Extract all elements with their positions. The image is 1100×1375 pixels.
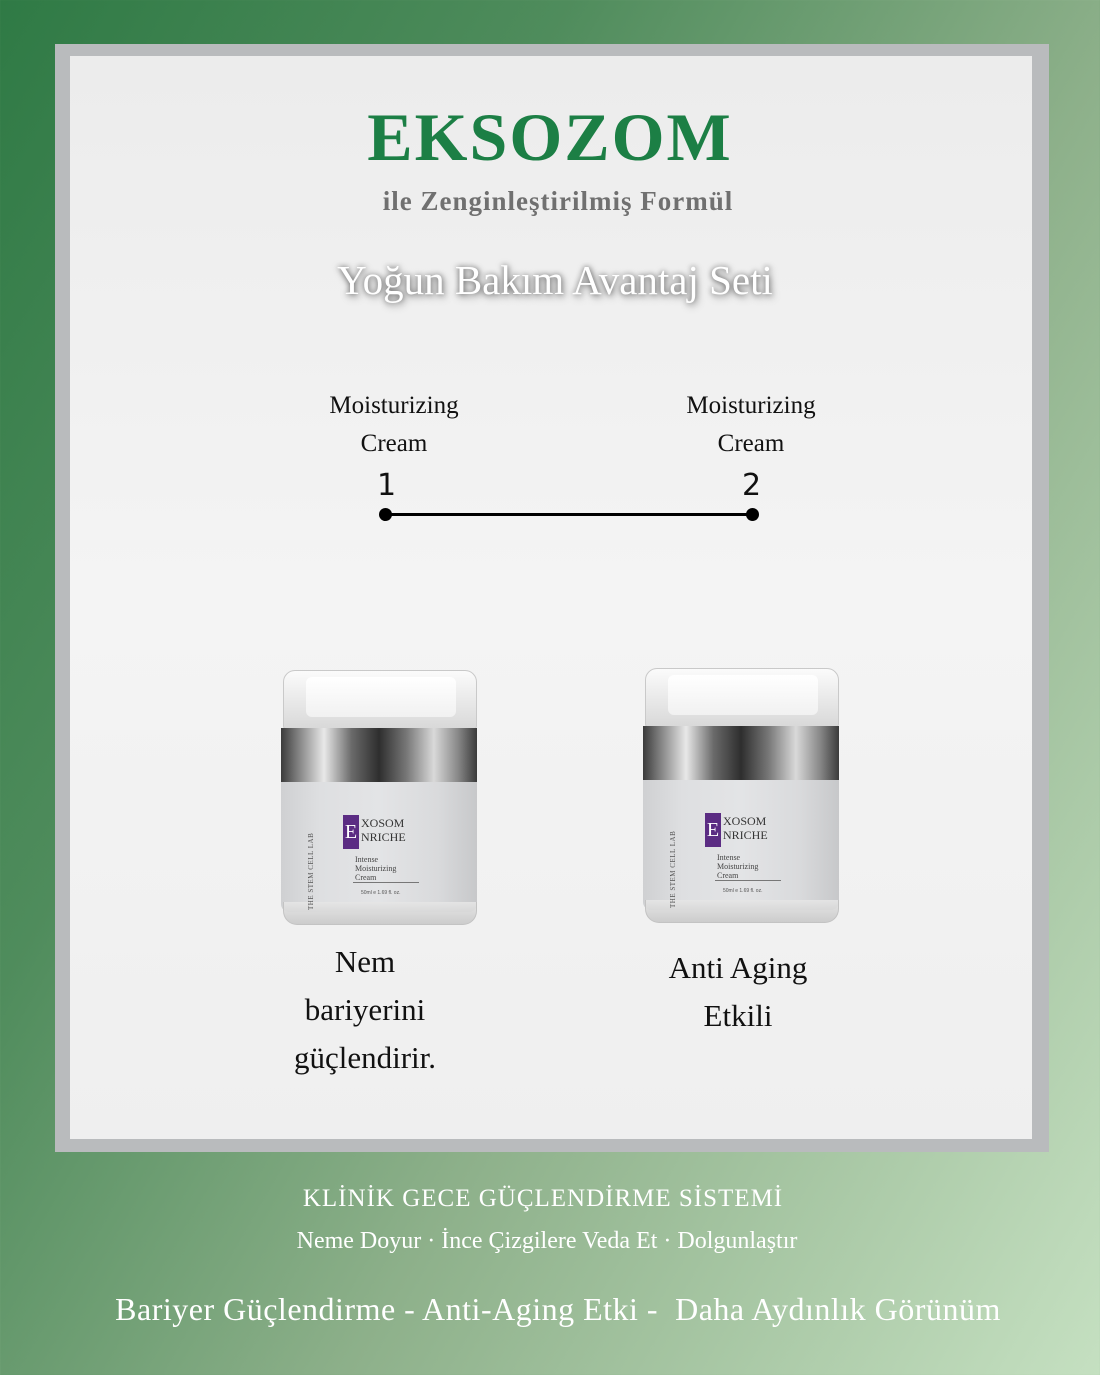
benefit-1 [255, 938, 475, 1082]
jar-label-line1: Intense [717, 853, 741, 862]
jar-volume: 50ml e 1.69 fl. oz. [361, 890, 401, 896]
timeline-number-2: 2 [742, 468, 762, 503]
jar-brand-line2: NRICHE [723, 828, 768, 842]
timeline-label-1 [284, 387, 504, 463]
timeline-label-1-line2: Cream [360, 430, 428, 457]
benefit-2-line1: Anti Aging [668, 950, 808, 985]
jar-logo-letter: E [343, 815, 359, 849]
timeline-label-2-line2: Cream [717, 430, 785, 457]
product-jar-2 [643, 668, 839, 924]
jar-label-line2: Moisturizing [355, 864, 397, 873]
set-title: Yoğun Bakım Avantaj Seti [337, 257, 773, 303]
jar-brand-line2: NRICHE [361, 830, 406, 844]
product-jar-1 [281, 670, 477, 926]
timeline-dot-1 [379, 508, 392, 521]
jar-lid [645, 668, 839, 728]
timeline-label-2-line1: Moisturizing [686, 392, 816, 419]
benefit-1-line1: Nem [334, 944, 396, 979]
timeline-dot-2 [746, 508, 759, 521]
jar-metal-band [643, 726, 839, 780]
jar-label-line2: Moisturizing [717, 862, 759, 871]
jar-volume: 50ml e 1.69 fl. oz. [723, 888, 763, 894]
jar-vertical-text: THE STEM CELL LAB [307, 832, 315, 910]
jar-brand-text [723, 814, 768, 842]
brand-subtitle: ile Zenginleştirilmiş Formül [382, 186, 734, 216]
timeline-line [385, 513, 752, 516]
timeline-label-2 [641, 387, 861, 463]
jar-brand-line1: XOSOM [723, 814, 767, 828]
jar-label-rule [715, 880, 781, 881]
benefit-2-line2: Etkili [703, 998, 773, 1033]
brand-title: EKSOZOM [367, 99, 733, 175]
jar-logo-letter: E [705, 813, 721, 847]
jar-metal-band [281, 728, 477, 782]
jar-brand-line1: XOSOM [361, 816, 405, 830]
jar-label-line3: Cream [717, 871, 739, 880]
jar-lid [283, 670, 477, 730]
content-card [70, 56, 1032, 1139]
jar-brand-text [361, 816, 406, 844]
system-subtitle: Neme Doyur · İnce Çizgilere Veda Et · Dolgunlaştır [296, 1228, 798, 1254]
benefit-1-line2: bariyerini [304, 992, 426, 1027]
jar-product-name [717, 853, 758, 880]
jar-label-rule [353, 882, 419, 883]
timeline [377, 505, 762, 525]
jar-product-name [355, 855, 396, 882]
jar-label-line1: Intense [355, 855, 379, 864]
timeline-number-1: 1 [377, 468, 397, 503]
timeline-label-1-line1: Moisturizing [329, 392, 459, 419]
jar-vertical-text: THE STEM CELL LAB [669, 830, 677, 908]
footer-benefits: Bariyer Güçlendirme - Anti-Aging Etki - Daha Aydınlık Görünüm [115, 1291, 1001, 1327]
system-title: KLİNİK GECE GÜÇLENDİRME SİSTEMİ [302, 1185, 784, 1212]
jar-label-line3: Cream [355, 873, 377, 882]
benefit-2 [618, 944, 858, 1040]
benefit-1-line3: güçlendirir. [293, 1040, 437, 1075]
